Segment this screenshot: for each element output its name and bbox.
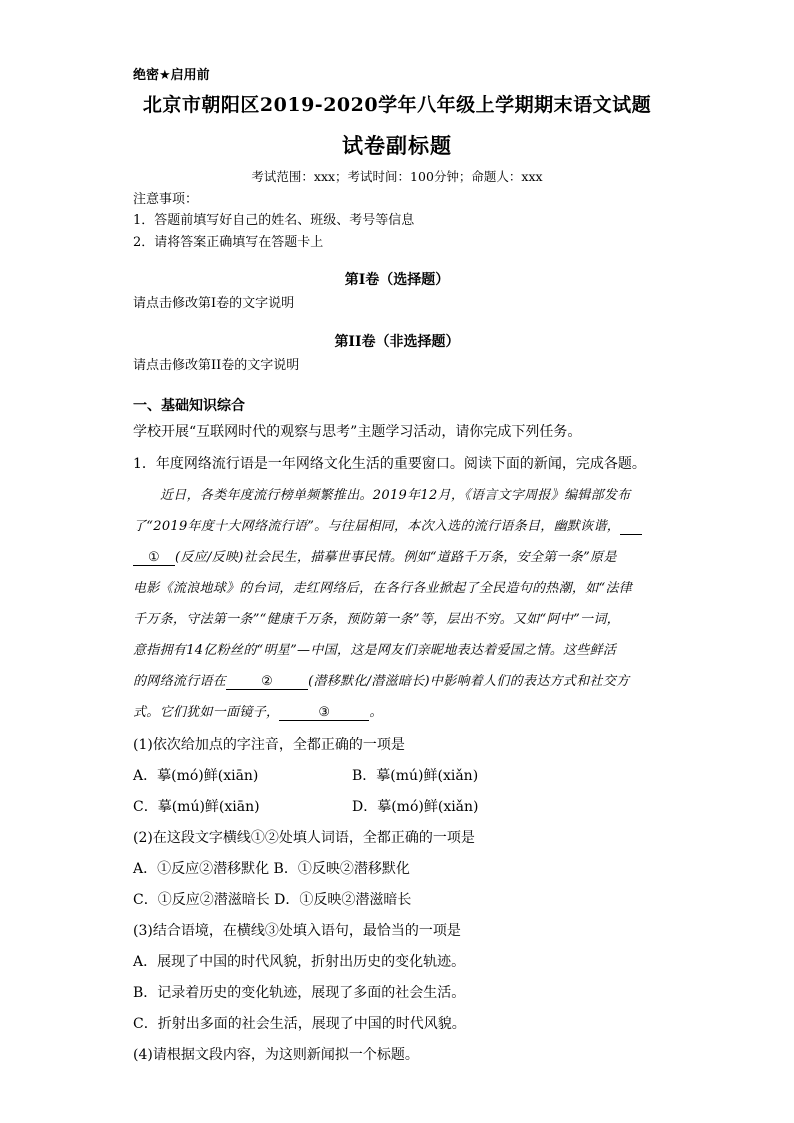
note-item: 2．请将答案正确填写在答题卡上 <box>133 235 324 250</box>
option-c[interactable]: C．摹(mú)鲜(xiān) <box>133 799 260 815</box>
answer-blank[interactable] <box>620 519 642 535</box>
notes-heading: 注意事项： <box>133 192 199 207</box>
sub-question-4: (4)请根据文段内容，为这则新闻拟一个标题。 <box>133 1047 419 1063</box>
exam-subtitle: 试卷副标题 <box>342 133 452 158</box>
question-1: 1．年度网络流行语是一年网络文化生活的重要窗口。阅读下面的新闻，完成各题。 <box>133 456 646 472</box>
option-a[interactable]: A．摹(mó)鲜(xiān) <box>133 768 259 784</box>
sub-question-2: (2)在这段文字横线①②处填人词语，全都正确的一项是 <box>133 830 475 846</box>
passage-text: 了“2019年度十大网络流行语”。与往届相同，本次入选的流行语条目，幽默诙谐， <box>133 519 621 534</box>
answer-blank-1[interactable]: ① <box>133 550 175 566</box>
passage-text: 式。它们犹如一面镜子， <box>133 705 280 720</box>
passage-line: 近日，各类年度流行榜单频繁推出。2019年12月，《语言文字周报》编辑部发布 <box>160 488 631 503</box>
sub-question-3: (3)结合语境，在横线③处填入语句，最恰当的一项是 <box>133 923 461 939</box>
passage-line <box>133 670 663 690</box>
passage-text: (反应/反映)社会民生，描摹世事民情。例如“道路千万条，安全第一条”原是 <box>175 550 617 565</box>
section-intro: 学校开展“互联网时代的观察与思考”主题学习活动，请你完成下列任务。 <box>133 424 582 440</box>
volume2-desc[interactable]: 请点击修改第II卷的文字说明 <box>133 358 300 373</box>
passage-text: 。 <box>369 705 383 720</box>
passage-line: 千万条，守法第一条”“健康千万条，预防第一条”等，层出不穷。又如“阿中”一词， <box>133 612 620 627</box>
exam-info: 考试范围：xxx；考试时间：100分钟；命题人：xxx <box>251 169 543 184</box>
passage-text: 的网络流行语在 <box>133 674 227 689</box>
passage-line: 意指拥有14亿粉丝的“明星”—中国，这是网友们亲昵地表达着爱国之情。这些鲜活 <box>133 643 617 658</box>
passage-line <box>133 515 663 535</box>
option-c[interactable]: C．折射出多面的社会生活，展现了中国的时代风貌。 <box>133 1016 466 1032</box>
volume1-desc[interactable]: 请点击修改第I卷的文字说明 <box>133 296 295 311</box>
option-a[interactable]: A．展现了中国的时代风貌，折射出历史的变化轨迹。 <box>133 954 466 970</box>
passage-text: (潜移默化/潜滋暗长)中影响着人们的表达方式和社交方 <box>308 674 630 689</box>
passage-line <box>133 701 663 721</box>
passage-line: 电影《流浪地球》的台词，走红网络后，在各行各业掀起了全民造句的热潮，如“法律 <box>133 581 633 596</box>
answer-blank-2[interactable]: ② <box>226 674 308 690</box>
option-b[interactable]: B．记录着历史的变化轨迹，展现了多面的社会生活。 <box>133 985 466 1001</box>
options-cd[interactable]: C．①反应②潜滋暗长 D．①反映②潜滋暗长 <box>133 892 412 908</box>
passage-line <box>133 546 663 566</box>
option-b[interactable]: B．摹(mú)鲜(xiǎn) <box>352 768 479 784</box>
confidential-label: 绝密★启用前 <box>133 68 210 83</box>
volume1-title: 第I卷（选择题） <box>344 272 450 288</box>
answer-blank-3[interactable]: ③ <box>279 705 369 721</box>
options-ab[interactable]: A．①反应②潜移默化 B．①反映②潜移默化 <box>133 861 410 877</box>
section-title: 一、基础知识综合 <box>133 398 245 414</box>
sub-question-1: (1)依次给加点的字注音，全都正确的一项是 <box>133 737 405 753</box>
volume2-title: 第II卷（非选择题） <box>334 334 460 350</box>
exam-title: 北京市朝阳区2019-2020学年八年级上学期期末语文试题 <box>142 94 652 116</box>
note-item: 1．答题前填写好自己的姓名、班级、考号等信息 <box>133 213 415 228</box>
option-d[interactable]: D．摹(mó)鲜(xiǎn) <box>352 799 479 815</box>
